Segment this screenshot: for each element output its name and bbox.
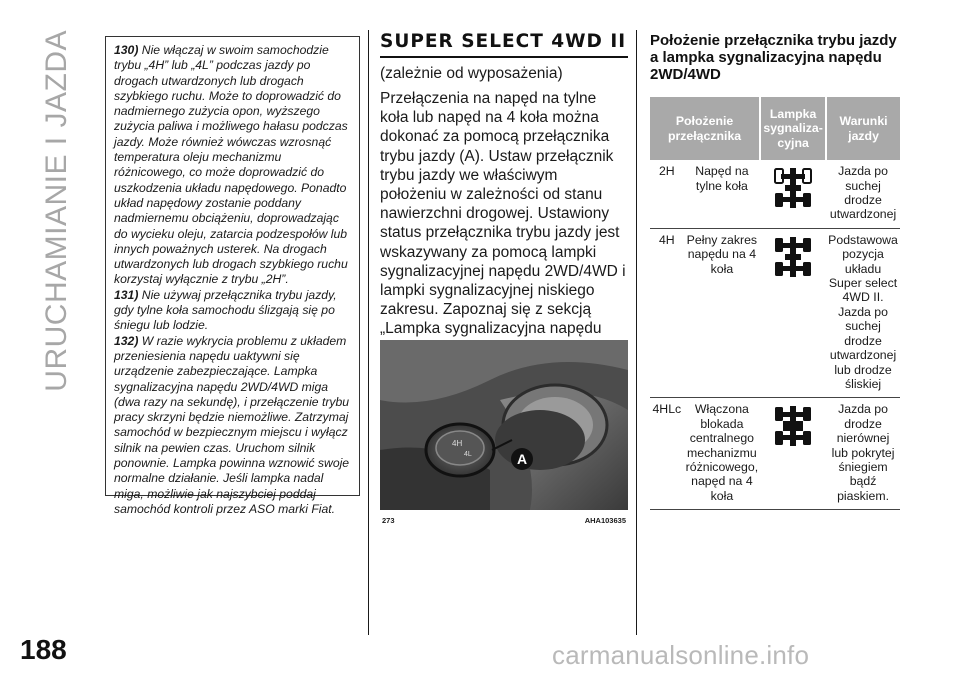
- mode-description: Pełny zakres napędu na 4 koła: [684, 228, 760, 397]
- note-132: [114, 334, 353, 518]
- title-underline: [380, 56, 628, 58]
- right-column: [650, 32, 900, 510]
- header-indicator: Lampka sygnaliza- cyjna: [760, 97, 826, 160]
- warning-notes-box: [105, 36, 360, 516]
- chapter-side-title: [34, 30, 80, 392]
- mode-conditions: Podstawowa pozycja układu Super select 4WD II. Jazda po suchej drodze utwardzonej lub drodze śliskiej: [826, 228, 900, 397]
- rwd-indicator-icon: [760, 160, 826, 228]
- column-divider: [636, 30, 637, 635]
- middle-column: [380, 30, 628, 377]
- note-text: Nie włączaj w swoim samochodzie trybu „4H” lub „4L” podczas jazdy po drogach utwardzonych lub drogach szybkiego ruchu. Może to doprowadzić do nadmiernego zużycia opon, wyższego zużycia paliwa i możliwego hałasu podczas jazdy. Może również wówczas wzrosnąć temperatura oleju mechanizmu różnicowego, co może doprowadzić do uszkodzenia układu napędowego. Ponadto układ napędowy zostanie poddany nadmiernemu obciążeniu, doprowadzając do wycieku oleju, zatarcia podzespołów lub innych poważnych usterek. Na drogach utwardzonych lub drogach szybkiego ruchu korzystaj wyłącznie z trybu „2H”.: [114, 43, 348, 287]
- section-title: SUPER SELECT 4WD II: [380, 31, 627, 52]
- note-130: [114, 43, 353, 288]
- mode-conditions: Jazda po drodze nierównej lub pokrytej śniegiem bądź piaskiem.: [826, 398, 900, 510]
- drive-mode-table: [650, 97, 900, 510]
- note-text: W razie wykrycia problemu z układem przeniesienia napędu uaktywni się urządzenie zabezpieczające. Lampka sygnalizacyjna napędu 2WD/4WD miga (dwa razy na sekundę), i przełączenie trybu pracy skrzyni będzie niemożliwe. Zatrzymaj samochód w bezpiecznym miejscu i wyłącz silnik na pewien czas. Uruchom silnik ponownie. Lampka powinna wznowić swoje normalne działanie. Jeśli lampka nadal miga, możliwie jak najszybciej poddaj samochód kontroli przez ASO marki Fiat.: [114, 333, 350, 516]
- mode-position: 2H: [650, 160, 684, 228]
- chapter-title-text: URUCHAMIANIE I JAZDA: [40, 30, 73, 392]
- drive-mode-switch-photo: [380, 340, 628, 510]
- drive-mode-switch-figure: [380, 340, 628, 510]
- mode-position: 4HLc: [650, 398, 684, 510]
- note-text: Nie używaj przełącznika trybu jazdy, gdy tylne koła samochodu ślizgają się po śniegu lub lodzie.: [114, 287, 337, 333]
- note-number: 130): [114, 43, 139, 57]
- section-body: Przełączenia na napęd na tylne koła lub napęd na 4 koła można dokonać za pomocą przełącznika trybu jazdy (A). Ustaw przełącznik trybu jazdy we właściwym położeniu w zależności od stanu nawierzchni drogowej. Ustawiony status przełącznika trybu jazdy jest wskazywany za pomocą lampki sygnalizacyjnej napędu 2WD/4WD i lampki sygnalizacyjnej niskiego zakresu. Zapoznaj się z sekcją „Lampka sygnalizacyjna napędu: [380, 90, 626, 338]
- header-conditions: Warunki jazdy: [826, 97, 900, 160]
- 4wd-indicator-icon: [760, 228, 826, 397]
- page-number: 188: [20, 634, 67, 665]
- table-header-row: [650, 97, 900, 160]
- header-position: Położenie przełącznika: [650, 97, 760, 160]
- watermark-text: carmanualsonline.info: [552, 640, 810, 670]
- section-subtitle: (zależnie od wyposażenia): [380, 65, 563, 82]
- note-number: 131): [114, 287, 139, 302]
- svg-text:4L: 4L: [464, 451, 472, 458]
- table-heading: Położenie przełącznika trybu jazdy a lampka sygnalizacyjna napędu 2WD/4WD: [650, 32, 897, 83]
- 4wd-lock-indicator-icon: [760, 398, 826, 510]
- note-number: 132): [114, 333, 139, 348]
- svg-text:4H: 4H: [452, 439, 463, 448]
- callout-letter: A: [516, 451, 528, 467]
- table-row: [650, 160, 900, 228]
- column-divider: [368, 30, 369, 635]
- table-row: [650, 228, 900, 397]
- figure-code: AHA103635: [584, 516, 626, 525]
- table-row: [650, 398, 900, 510]
- note-131: [114, 288, 353, 334]
- mode-description: Włączona blokada centralnego mechanizmu różnicowego, napęd na 4 koła: [684, 398, 760, 510]
- mode-position: 4H: [650, 228, 684, 397]
- mode-description: Napęd na tylne koła: [684, 160, 760, 228]
- mode-conditions: Jazda po suchej drodze utwardzonej: [826, 160, 900, 228]
- figure-number: 273: [382, 516, 395, 525]
